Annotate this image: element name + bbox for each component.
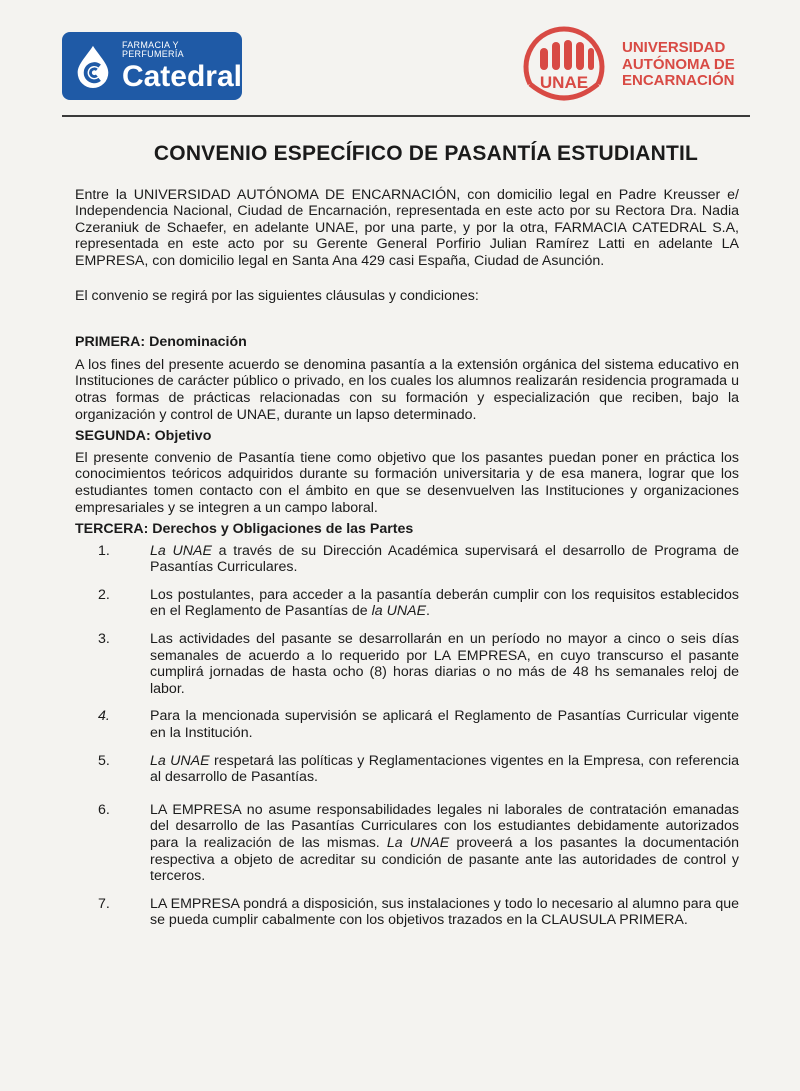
agreement-document (75, 142, 740, 940)
item-text: La UNAE a través de su Dirección Académica supervisará el desarrollo de Programa de Pasantías Curriculares. (150, 542, 740, 576)
pharmacy-tagline: FARMACIA Y PERFUMERÍA (121, 39, 184, 59)
item-number: 7. (98, 895, 110, 912)
item-number: 4. (98, 708, 110, 725)
university-name-line: ENCARNACIÓN (622, 72, 735, 90)
item-text: Para la mencionada supervisión se aplicará el Reglamento de Pasantías Curricular vigente en la Institución. (150, 708, 739, 742)
pharmacy-name: Catedral (121, 59, 242, 93)
clause-primera-heading: PRIMERA: Denominación (75, 334, 247, 351)
clause-tercera-heading: TERCERA: Derechos y Obligaciones de las Partes (75, 521, 414, 538)
university-logo (516, 20, 756, 110)
university-name-line: AUTÓNOMA DE (622, 55, 735, 73)
pharmacy-drop-logo-icon (70, 42, 116, 90)
list-item (75, 708, 739, 741)
list-item (75, 802, 739, 885)
pharmacy-logo (62, 32, 242, 100)
item-text: Los postulantes, para acceder a la pasantía deberán cumplir con los requisitos establecidos en el Reglamento de Pasantías de la UNAE. (150, 586, 739, 620)
item-number: 6. (98, 801, 110, 818)
header-divider (62, 115, 750, 117)
item-text: La UNAE respetará las políticas y Reglamentaciones vigentes en la Empresa, con referencia al desarrollo de Pasantías. (150, 752, 739, 786)
item-text: LA EMPRESA pondrá a disposición, sus instalaciones y todo lo necesario al alumno para que se pueda cumplir cabalmente con los objetivos trazados en la CLAUSULA PRIMERA. (150, 895, 739, 929)
university-name-line: UNIVERSIDAD (622, 39, 726, 57)
university-name (622, 40, 735, 90)
item-text: LA EMPRESA no asume responsabilidades legales ni laborales de contratación emanadas del desarrollo de las Pasantías Curriculares con los estudiantes debidamente autorizados para la realización de las mismas. La UNAE proveerá a los pasantes la documentación respectiva a objeto de acreditar su condición de pasante ante las autoridades de control y terceros. (150, 801, 739, 885)
item-number: 1. (98, 542, 110, 559)
clause-segunda-heading: SEGUNDA: Objetivo (75, 428, 212, 445)
list-item (75, 896, 739, 929)
list-item (75, 543, 739, 576)
list-item (75, 631, 739, 697)
item-text: Las actividades del pasante se desarrollarán en un período no mayor a cinco o seis días semanales de acuerdo a lo requerido por LA EMPRESA, en cuyo transcurso el pasante cumplirá jornadas de hasta ocho (8) horas diarias o no más de 48 hs semanales reloj de labor. (150, 631, 739, 697)
item-number: 5. (98, 752, 110, 769)
obligations-list (75, 543, 739, 929)
item-number: 3. (98, 631, 110, 648)
seal-text: UNAE (539, 73, 589, 92)
clauses-intro: El convenio se regirá por las siguientes cláusulas y condiciones: (75, 287, 479, 304)
item-number: 2. (98, 586, 110, 603)
clause-primera-text: A los fines del presente acuerdo se denomina pasantía a la extensión orgánica del sistema educativo en Instituciones de carácter público o privado, en los cuales los alumnos realizarán residencia programada u otras formas de prácticas relacionadas con su formación y especialización que reciben, bajo la organización y control de UNAE, durante un lapso determinado. (75, 356, 739, 423)
university-seal-icon (516, 22, 612, 108)
intro-paragraph: Entre la UNIVERSIDAD AUTÓNOMA DE ENCARNACIÓN, con domicilio legal en Padre Kreusser e/ Independencia Nacional, Ciudad de Encarnación, representada en este acto por su Rectora Dra. Nadia Czeraniuk de Schaefer, en adelante UNAE, por una parte, y por la otra, FARMACIA CATEDRAL S.A, representada en este acto por su Gerente General Porfirio Julian Ramírez Latti en adelante LA EMPRESA, con domicilio legal en Santa Ana 429 casi España, Ciudad de Asunción. (75, 186, 739, 269)
clause-segunda-text: El presente convenio de Pasantía tiene como objetivo que los pasantes puedan poner en práctica los conocimientos teóricos adquiridos durante su formación universitaria y de esa manera, lograr que los estudiantes tomen contacto con el ámbito en que se desenvuelven las Instituciones y organizaciones empresariales y se integren a un campo laboral. (75, 449, 739, 516)
list-item (75, 753, 739, 786)
document-title: CONVENIO ESPECÍFICO DE PASANTÍA ESTUDIANTIL (153, 142, 699, 165)
list-item (75, 587, 739, 620)
